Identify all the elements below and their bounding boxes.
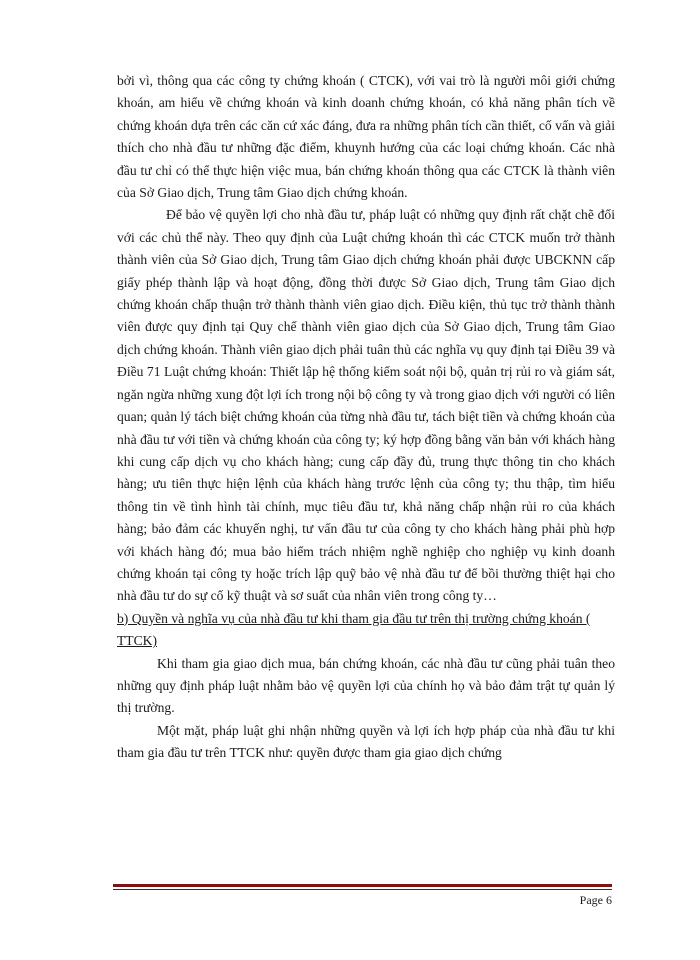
page-body [117,70,615,765]
paragraph-member-regulations: Để bảo vệ quyền lợi cho nhà đầu tư, pháp luật có những quy định rất chặt chẽ đối với các chủ thể này. Theo quy định của Luật chứng khoán thì các CTCK muốn trở thành thành viên của Sở Giao dịch, Trung tâm Giao dịch chứng khoán phải được UBCKNN cấp giấy phép thành lập và hoạt động, đồng thời được Sở Giao dịch, Trung tâm Giao dịch chứng khoán chấp thuận trở thành thành viên giao dịch. Điều kiện, thủ tục trở thành thành viên được quy định tại Quy chế thành viên giao dịch của Sở Giao dịch, Trung tâm Giao dịch chứng khoán. Thành viên giao dịch phải tuân thủ các nghĩa vụ quy định tại Điều 39 và Điều 71 Luật chứng khoán: Thiết lập hệ thống kiểm soát nội bộ, quản trị rủi ro và giám sát, ngăn ngừa những xung đột lợi ích trong nội bộ công ty và trong giao dịch với người có liên quan; quản lý tách biệt chứng khoán của từng nhà đầu tư, tách biệt tiền và chứng khoán của nhà đầu tư với tiền và chứng khoán của công ty; ký hợp đồng bằng văn bản với khách hàng khi cung cấp dịch vụ cho khách hàng; cung cấp đầy đủ, trung thực thông tin cho khách hàng; ưu tiên thực hiện lệnh của khách hàng trước lệnh của công ty; thu thập, tìm hiểu thông tin về tình hình tài chính, mục tiêu đầu tư, khả năng chấp nhận rủi ro của khách hàng; bảo đảm các khuyến nghị, tư vấn đầu tư của công ty cho khách hàng phải phù hợp với khách hàng đó; mua bảo hiểm trách nhiệm nghề nghiệp cho nghiệp vụ kinh doanh chứng khoán tại công ty hoặc trích lập quỹ bảo vệ nhà đầu tư để bồi thường thiệt hại cho nhà đầu tư do sự cố kỹ thuật và sơ suất của nhân viên trong công ty… [117,207,615,604]
section-heading-investor-rights: b) Quyền và nghĩa vụ của nhà đầu tư khi tham gia đầu tư trên thị trường chứng khoán ( TTCK) [117,610,591,649]
paragraph-investor-obligations: Khi tham gia giao dịch mua, bán chứng khoán, các nhà đầu tư cũng phải tuân theo những quy định pháp luật nhằm bảo vệ quyền lợi của chính họ và bảo đảm trật tự quản lý thị trường. [117,655,615,716]
paragraph-investor-rights: Một mặt, pháp luật ghi nhận những quyền và lợi ích hợp pháp của nhà đầu tư khi tham gia đầu tư trên TTCK như: quyền được tham gia giao dịch chứng [117,722,615,761]
paragraph-investor-brokerage: bởi vì, thông qua các công ty chứng khoán ( CTCK), với vai trò là người môi giới chứng khoán, am hiểu về chứng khoán và kinh doanh chứng khoán, có khả năng phân tích về chứng khoán dựa trên các căn cứ xác đáng, đưa ra những phân tích cần thiết, cố vấn và giải thích cho nhà đầu tư những đặc điểm, khuynh hướng của các loại chứng khoán. Các nhà đầu tư chỉ có thể thực hiện việc mua, bán chứng khoán thông qua các CTCK là thành viên của Sở Giao dịch, Trung tâm Giao dịch chứng khoán. [117,73,615,201]
footer-rule-thick [113,884,612,887]
page-number: Page 6 [579,893,612,907]
footer-rule-thin [113,889,612,890]
